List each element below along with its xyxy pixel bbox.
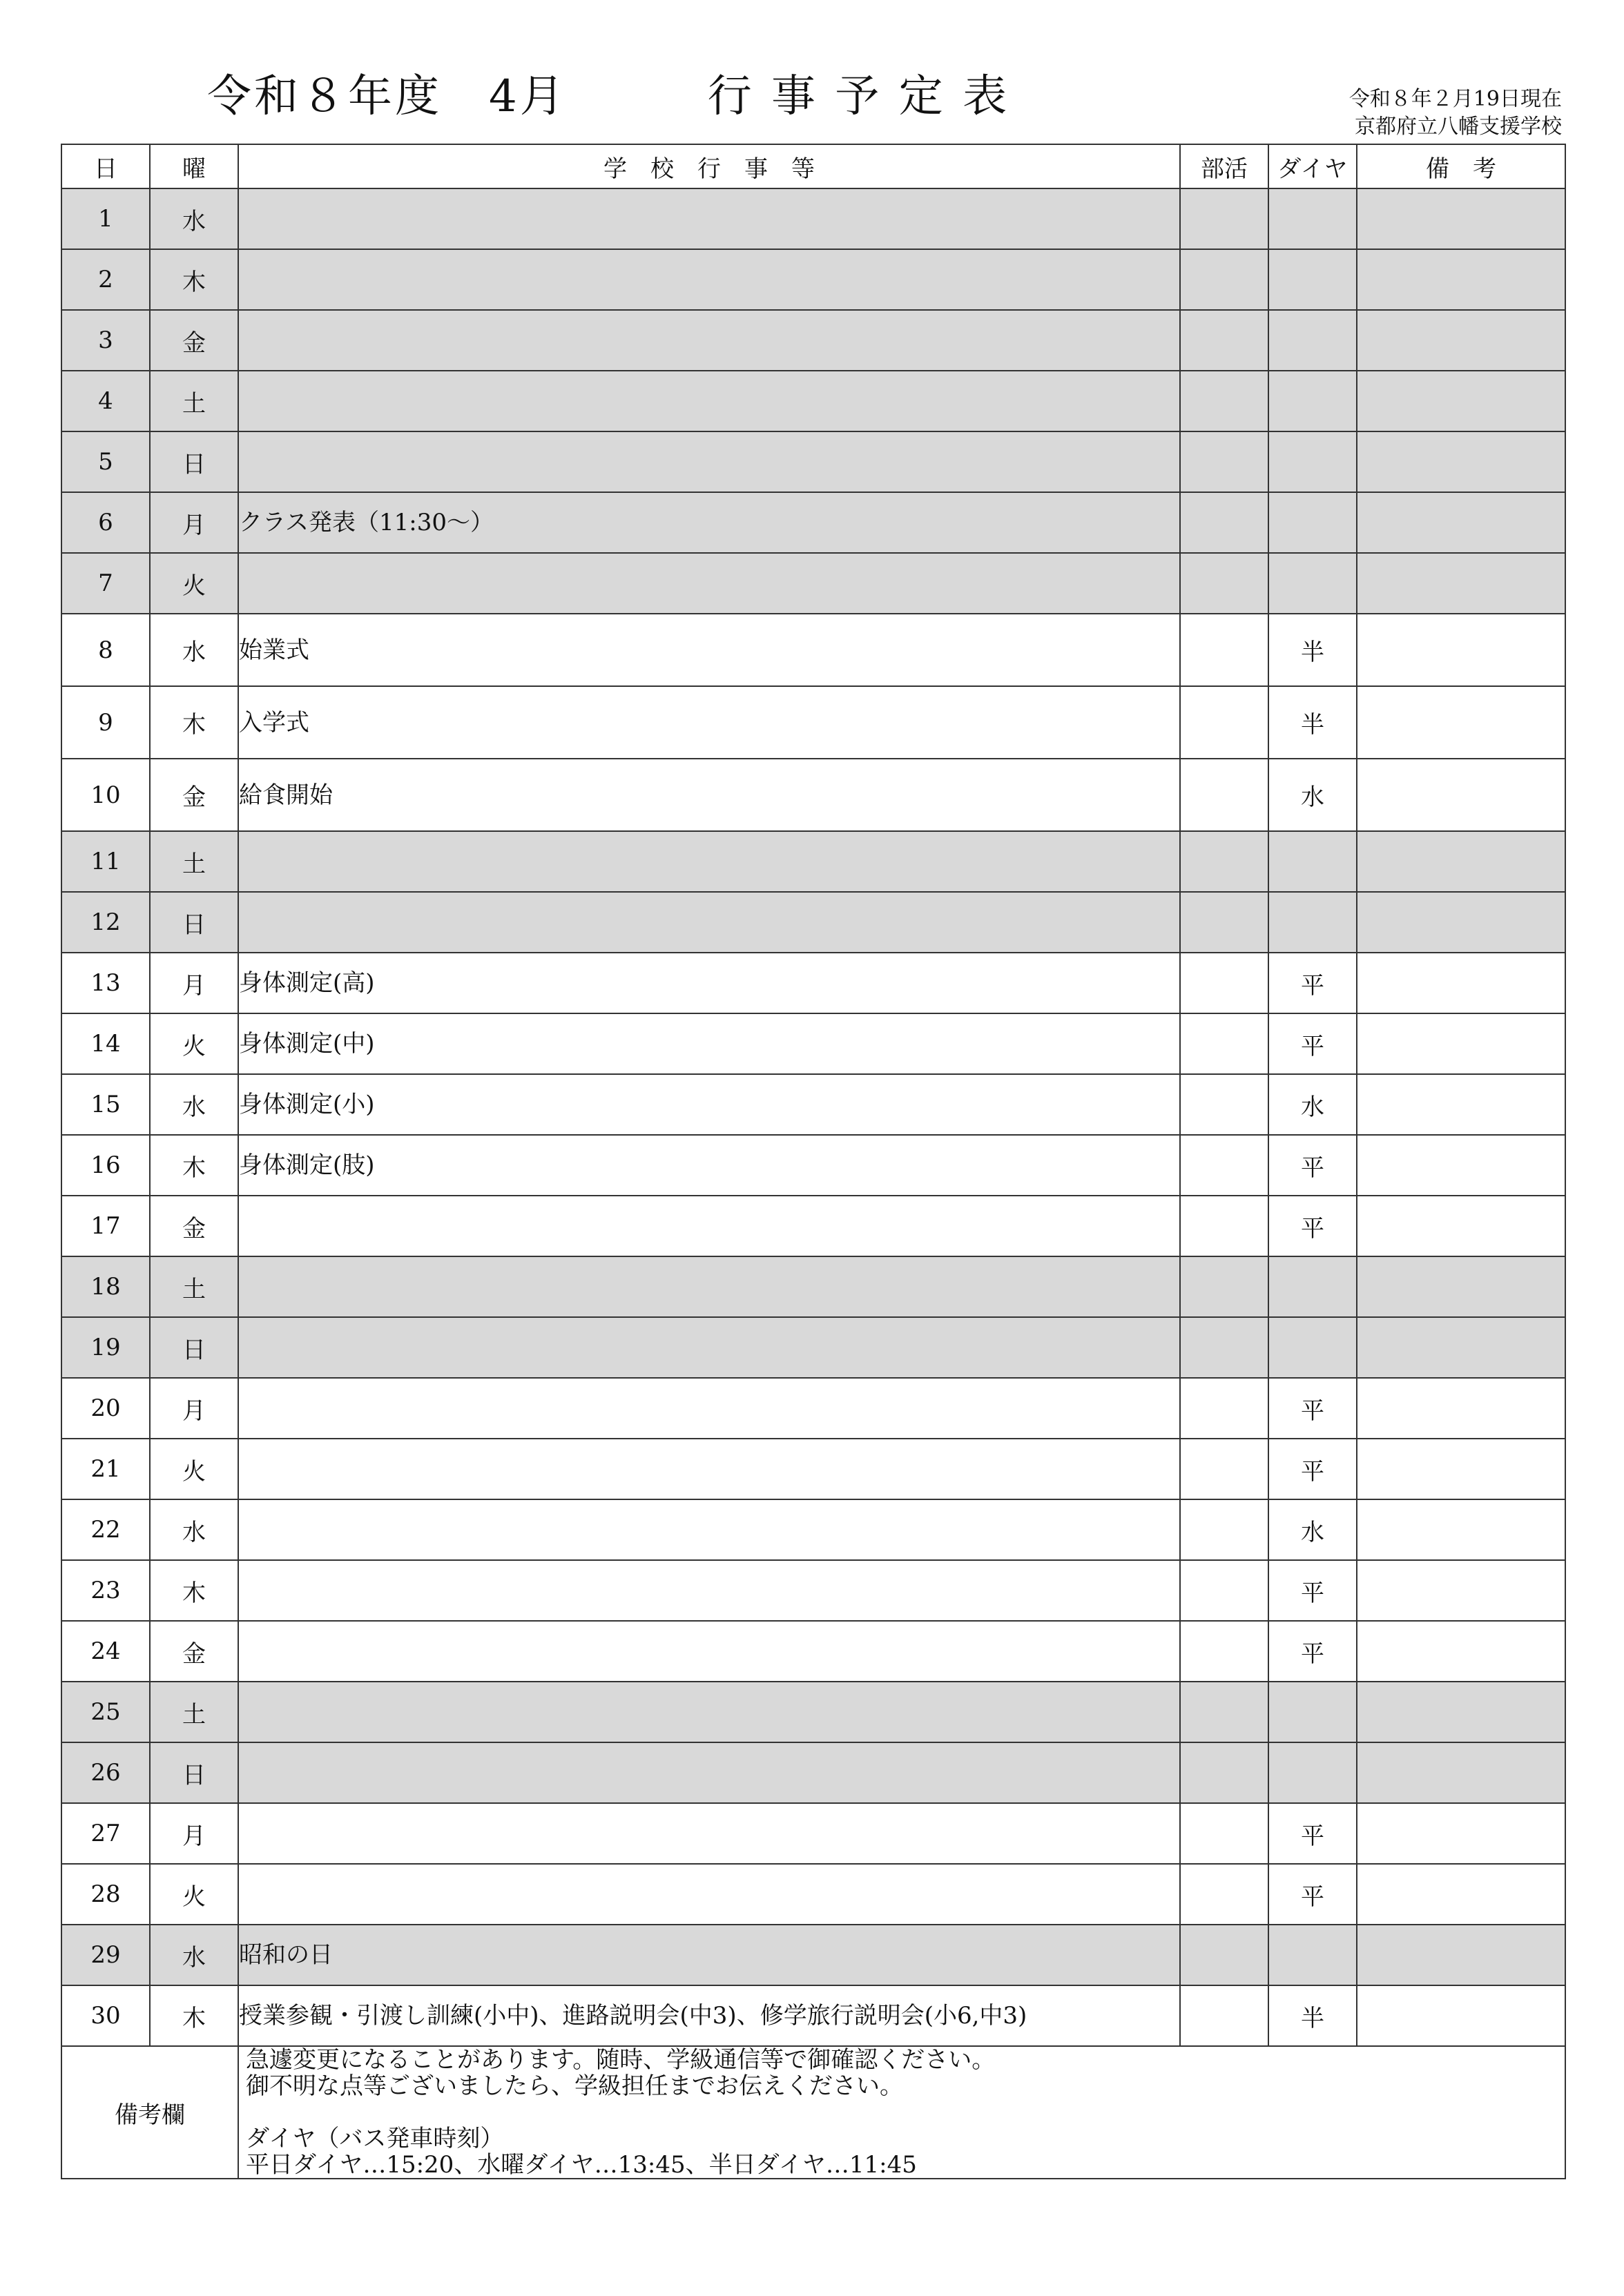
day-cell: 18 [61, 1256, 150, 1317]
day-cell: 25 [61, 1682, 150, 1742]
note-cell [1357, 492, 1565, 553]
note-cell [1357, 831, 1565, 892]
weekday-cell: 木 [150, 1560, 238, 1621]
dia-cell: 平 [1268, 1378, 1357, 1439]
event-cell [238, 892, 1180, 953]
weekday-cell: 水 [150, 1499, 238, 1560]
table-row [61, 1925, 1565, 1985]
club-cell [1180, 1742, 1268, 1803]
table-row [61, 831, 1565, 892]
club-cell [1180, 1803, 1268, 1864]
event-cell: 入学式 [238, 686, 1180, 759]
col-header-dia: ダイヤ [1268, 144, 1357, 188]
club-cell [1180, 249, 1268, 310]
note-cell [1357, 1682, 1565, 1742]
event-cell [238, 249, 1180, 310]
day-cell: 17 [61, 1196, 150, 1256]
table-row [61, 892, 1565, 953]
table-row [61, 310, 1565, 371]
event-cell [238, 371, 1180, 431]
day-cell: 9 [61, 686, 150, 759]
club-cell [1180, 1013, 1268, 1074]
weekday-cell: 金 [150, 1621, 238, 1682]
weekday-cell: 月 [150, 953, 238, 1013]
table-row [61, 1742, 1565, 1803]
dia-cell: 半 [1268, 686, 1357, 759]
event-cell [238, 1864, 1180, 1925]
dia-cell: 平 [1268, 953, 1357, 1013]
club-cell [1180, 1925, 1268, 1985]
dia-cell: 平 [1268, 1803, 1357, 1864]
weekday-cell: 木 [150, 686, 238, 759]
club-cell [1180, 953, 1268, 1013]
event-cell [238, 1378, 1180, 1439]
weekday-cell: 日 [150, 1742, 238, 1803]
event-cell [238, 1439, 1180, 1499]
dia-cell [1268, 492, 1357, 553]
event-cell [238, 1317, 1180, 1378]
dia-cell [1268, 431, 1357, 492]
day-cell: 1 [61, 188, 150, 249]
table-row [61, 492, 1565, 553]
schedule-table [61, 144, 1566, 2179]
dia-cell: 水 [1268, 1499, 1357, 1560]
col-header-events: 学 校 行 事 等 [238, 144, 1180, 188]
day-cell: 28 [61, 1864, 150, 1925]
weekday-cell: 火 [150, 553, 238, 614]
table-row [61, 1560, 1565, 1621]
dia-cell [1268, 1256, 1357, 1317]
day-cell: 22 [61, 1499, 150, 1560]
dia-cell [1268, 188, 1357, 249]
club-cell [1180, 492, 1268, 553]
dia-cell [1268, 371, 1357, 431]
table-row [61, 1682, 1565, 1742]
note-cell [1357, 759, 1565, 831]
club-cell [1180, 188, 1268, 249]
day-cell: 8 [61, 614, 150, 686]
weekday-cell: 土 [150, 831, 238, 892]
event-cell: 身体測定(肢) [238, 1135, 1180, 1196]
note-cell [1357, 1439, 1565, 1499]
table-row [61, 431, 1565, 492]
weekday-cell: 日 [150, 892, 238, 953]
weekday-cell: 火 [150, 1439, 238, 1499]
weekday-cell: 土 [150, 1682, 238, 1742]
note-cell [1357, 553, 1565, 614]
day-cell: 13 [61, 953, 150, 1013]
day-cell: 30 [61, 1985, 150, 2046]
event-cell: 身体測定(高) [238, 953, 1180, 1013]
note-cell [1357, 1925, 1565, 1985]
table-row [61, 1499, 1565, 1560]
header-meta [1349, 86, 1562, 141]
weekday-cell: 金 [150, 1196, 238, 1256]
event-cell: 始業式 [238, 614, 1180, 686]
club-cell [1180, 1682, 1268, 1742]
club-cell [1180, 1499, 1268, 1560]
note-cell [1357, 1560, 1565, 1621]
club-cell [1180, 1196, 1268, 1256]
event-cell: 給食開始 [238, 759, 1180, 831]
dia-cell [1268, 1925, 1357, 1985]
weekday-cell: 水 [150, 614, 238, 686]
day-cell: 4 [61, 371, 150, 431]
event-cell [238, 188, 1180, 249]
table-row [61, 188, 1565, 249]
weekday-cell: 金 [150, 759, 238, 831]
dia-cell [1268, 249, 1357, 310]
dia-cell: 平 [1268, 1439, 1357, 1499]
day-cell: 6 [61, 492, 150, 553]
table-row [61, 1621, 1565, 1682]
remarks-label: 備考欄 [61, 2046, 238, 2179]
dia-cell: 水 [1268, 1074, 1357, 1135]
event-cell [238, 1196, 1180, 1256]
table-row [61, 1803, 1565, 1864]
weekday-cell: 月 [150, 1378, 238, 1439]
day-cell: 12 [61, 892, 150, 953]
note-cell [1357, 1742, 1565, 1803]
note-cell [1357, 249, 1565, 310]
dia-cell [1268, 1317, 1357, 1378]
weekday-cell: 日 [150, 431, 238, 492]
note-cell [1357, 1499, 1565, 1560]
event-cell [238, 431, 1180, 492]
dia-cell [1268, 1682, 1357, 1742]
day-cell: 2 [61, 249, 150, 310]
club-cell [1180, 1256, 1268, 1317]
table-row [61, 1378, 1565, 1439]
club-cell [1180, 1378, 1268, 1439]
club-cell [1180, 1621, 1268, 1682]
club-cell [1180, 614, 1268, 686]
club-cell [1180, 1074, 1268, 1135]
event-cell [238, 1560, 1180, 1621]
note-cell [1357, 1317, 1565, 1378]
dia-cell [1268, 553, 1357, 614]
club-cell [1180, 371, 1268, 431]
note-cell [1357, 1074, 1565, 1135]
club-cell [1180, 759, 1268, 831]
day-cell: 11 [61, 831, 150, 892]
table-row [61, 371, 1565, 431]
note-cell [1357, 1256, 1565, 1317]
dia-cell: 平 [1268, 1196, 1357, 1256]
day-cell: 27 [61, 1803, 150, 1864]
note-cell [1357, 686, 1565, 759]
day-cell: 19 [61, 1317, 150, 1378]
weekday-cell: 水 [150, 1925, 238, 1985]
day-cell: 14 [61, 1013, 150, 1074]
event-cell [238, 1621, 1180, 1682]
day-cell: 20 [61, 1378, 150, 1439]
event-cell: 身体測定(中) [238, 1013, 1180, 1074]
weekday-cell: 日 [150, 1317, 238, 1378]
table-row [61, 1074, 1565, 1135]
dia-cell: 半 [1268, 1985, 1357, 2046]
table-row [61, 759, 1565, 831]
day-cell: 23 [61, 1560, 150, 1621]
note-cell [1357, 614, 1565, 686]
remarks-cell [238, 2046, 1565, 2179]
note-cell [1357, 1864, 1565, 1925]
note-cell [1357, 431, 1565, 492]
table-row [61, 614, 1565, 686]
weekday-cell: 土 [150, 371, 238, 431]
event-cell [238, 1682, 1180, 1742]
table-row [61, 1439, 1565, 1499]
dia-cell: 平 [1268, 1864, 1357, 1925]
dia-cell: 半 [1268, 614, 1357, 686]
note-cell [1357, 1196, 1565, 1256]
school-name: 京都府立八幡支援学校 [1355, 115, 1562, 139]
note-cell [1357, 188, 1565, 249]
col-header-club: 部活 [1180, 144, 1268, 188]
header-row [61, 144, 1565, 188]
table-row [61, 553, 1565, 614]
table-row [61, 686, 1565, 759]
note-cell [1357, 1013, 1565, 1074]
day-cell: 26 [61, 1742, 150, 1803]
table-row [61, 1196, 1565, 1256]
day-cell: 3 [61, 310, 150, 371]
day-cell: 29 [61, 1925, 150, 1985]
note-cell [1357, 953, 1565, 1013]
table-row [61, 953, 1565, 1013]
dia-cell [1268, 1742, 1357, 1803]
club-cell [1180, 831, 1268, 892]
table-row [61, 249, 1565, 310]
table-row [61, 1135, 1565, 1196]
weekday-cell: 月 [150, 492, 238, 553]
table-row [61, 1317, 1565, 1378]
table-row [61, 1864, 1565, 1925]
remarks-text: 急遽変更になることがあります。随時、学級通信等で御確認ください。 御不明な点等ございましたら、学級担任までお伝えください。 ダイヤ（バス発車時刻） 平日ダイヤ…15:20、水曜ダイヤ…13:45、半日ダイヤ…11:45 [246, 2046, 996, 2179]
note-cell [1357, 371, 1565, 431]
dia-cell: 平 [1268, 1621, 1357, 1682]
weekday-cell: 木 [150, 249, 238, 310]
note-cell [1357, 1135, 1565, 1196]
day-cell: 5 [61, 431, 150, 492]
col-header-notes: 備 考 [1357, 144, 1565, 188]
day-cell: 10 [61, 759, 150, 831]
note-cell [1357, 1378, 1565, 1439]
club-cell [1180, 431, 1268, 492]
dia-cell: 水 [1268, 759, 1357, 831]
note-cell [1357, 1803, 1565, 1864]
as-of-date: 令和８年２月19日現在 [1348, 87, 1562, 111]
weekday-cell: 木 [150, 1135, 238, 1196]
event-cell [238, 1256, 1180, 1317]
event-cell: 身体測定(小) [238, 1074, 1180, 1135]
event-cell [238, 1803, 1180, 1864]
weekday-cell: 土 [150, 1256, 238, 1317]
day-cell: 21 [61, 1439, 150, 1499]
schedule-body [61, 188, 1565, 2046]
club-cell [1180, 686, 1268, 759]
event-cell: 昭和の日 [238, 1925, 1180, 1985]
day-cell: 7 [61, 553, 150, 614]
weekday-cell: 火 [150, 1864, 238, 1925]
dia-cell: 平 [1268, 1560, 1357, 1621]
table-row [61, 1256, 1565, 1317]
weekday-cell: 水 [150, 1074, 238, 1135]
weekday-cell: 木 [150, 1985, 238, 2046]
event-cell [238, 1499, 1180, 1560]
dia-cell: 平 [1268, 1135, 1357, 1196]
event-cell [238, 310, 1180, 371]
weekday-cell: 金 [150, 310, 238, 371]
page-title: 令和８年度 4月 行 事 予 定 表 [207, 71, 1010, 122]
club-cell [1180, 1864, 1268, 1925]
table-row [61, 1013, 1565, 1074]
note-cell [1357, 310, 1565, 371]
note-cell [1357, 1621, 1565, 1682]
event-cell: 授業参観・引渡し訓練(小中)、進路説明会(中3)、修学旅行説明会(小6,中3) [238, 1985, 1180, 2046]
day-cell: 15 [61, 1074, 150, 1135]
table-row [61, 1985, 1565, 2046]
club-cell [1180, 1560, 1268, 1621]
weekday-cell: 月 [150, 1803, 238, 1864]
event-cell [238, 553, 1180, 614]
dia-cell [1268, 831, 1357, 892]
dia-cell [1268, 310, 1357, 371]
remarks-row [61, 2046, 1565, 2179]
dia-cell [1268, 892, 1357, 953]
event-cell: クラス発表（11:30～） [238, 492, 1180, 553]
club-cell [1180, 1317, 1268, 1378]
club-cell [1180, 1985, 1268, 2046]
weekday-cell: 火 [150, 1013, 238, 1074]
club-cell [1180, 892, 1268, 953]
note-cell [1357, 1985, 1565, 2046]
note-cell [1357, 892, 1565, 953]
event-cell [238, 831, 1180, 892]
day-cell: 24 [61, 1621, 150, 1682]
dia-cell: 平 [1268, 1013, 1357, 1074]
weekday-cell: 水 [150, 188, 238, 249]
club-cell [1180, 1439, 1268, 1499]
day-cell: 16 [61, 1135, 150, 1196]
club-cell [1180, 1135, 1268, 1196]
event-cell [238, 1742, 1180, 1803]
col-header-weekday: 曜 [150, 144, 238, 188]
club-cell [1180, 310, 1268, 371]
col-header-day: 日 [61, 144, 150, 188]
club-cell [1180, 553, 1268, 614]
